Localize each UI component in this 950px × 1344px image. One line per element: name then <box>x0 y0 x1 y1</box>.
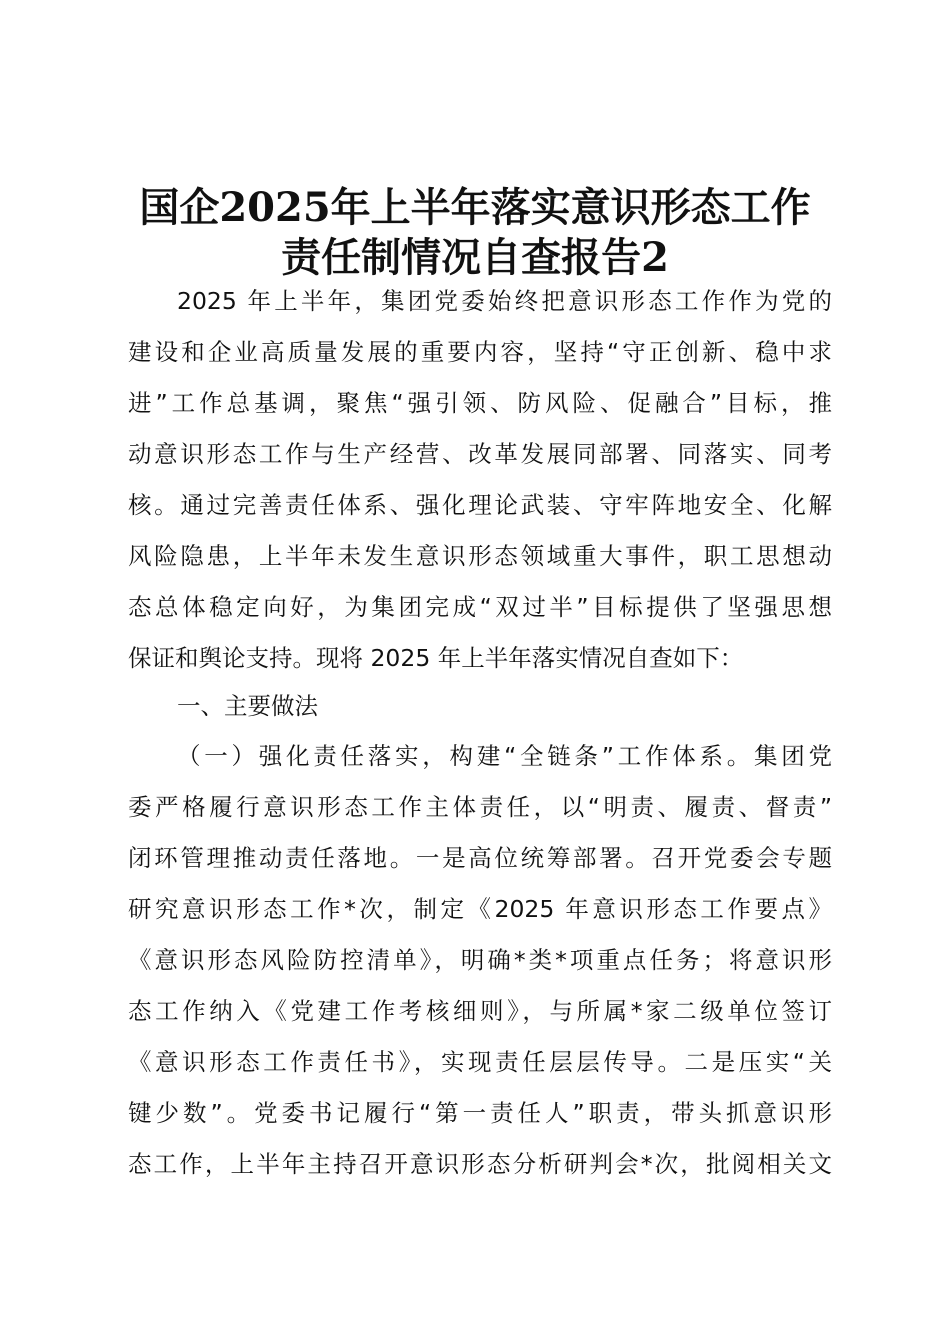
body-line: 键少数”。党委书记履行“第一责任人”职责，带头抓意识形 <box>128 1099 832 1127</box>
section-heading: 一、主要做法 <box>177 692 318 720</box>
body-line: 核。通过完善责任体系、强化理论武装、守牢阵地安全、化解 <box>128 491 832 519</box>
body-line: 《意识形态工作责任书》，实现责任层层传导。二是压实“关 <box>128 1048 832 1076</box>
body-line: 《意识形态风险防控清单》，明确*类*项重点任务；将意识形 <box>128 946 832 974</box>
document-title-line-1: 国企2025年上半年落实意识形态工作 <box>139 184 811 231</box>
body-line: （一）强化责任落实，构建“全链条”工作体系。集团党 <box>177 742 832 770</box>
document-title-line-2: 责任制情况自查报告2 <box>281 234 669 281</box>
body-line: 闭环管理推动责任落地。一是高位统筹部署。召开党委会专题 <box>128 844 832 872</box>
body-line: 2025 年上半年，集团党委始终把意识形态工作作为党的 <box>177 287 832 315</box>
body-line: 动意识形态工作与生产经营、改革发展同部署、同落实、同考 <box>128 440 832 468</box>
body-line: 委严格履行意识形态工作主体责任，以“明责、履责、督责” <box>128 793 832 821</box>
body-line: 保证和舆论支持。现将 2025 年上半年落实情况自查如下： <box>128 644 744 672</box>
body-line: 建设和企业高质量发展的重要内容，坚持“守正创新、稳中求 <box>128 338 832 366</box>
body-line: 风险隐患，上半年未发生意识形态领域重大事件，职工思想动 <box>128 542 832 570</box>
body-line: 态工作，上半年主持召开意识形态分析研判会*次，批阅相关文 <box>128 1150 832 1178</box>
body-line: 态工作纳入《党建工作考核细则》，与所属*家二级单位签订 <box>128 997 832 1025</box>
body-line: 研究意识形态工作*次，制定《2025 年意识形态工作要点》 <box>128 895 832 923</box>
body-line: 进”工作总基调，聚焦“强引领、防风险、促融合”目标，推 <box>128 389 832 417</box>
body-line: 态总体稳定向好，为集团完成“双过半”目标提供了坚强思想 <box>128 593 832 621</box>
